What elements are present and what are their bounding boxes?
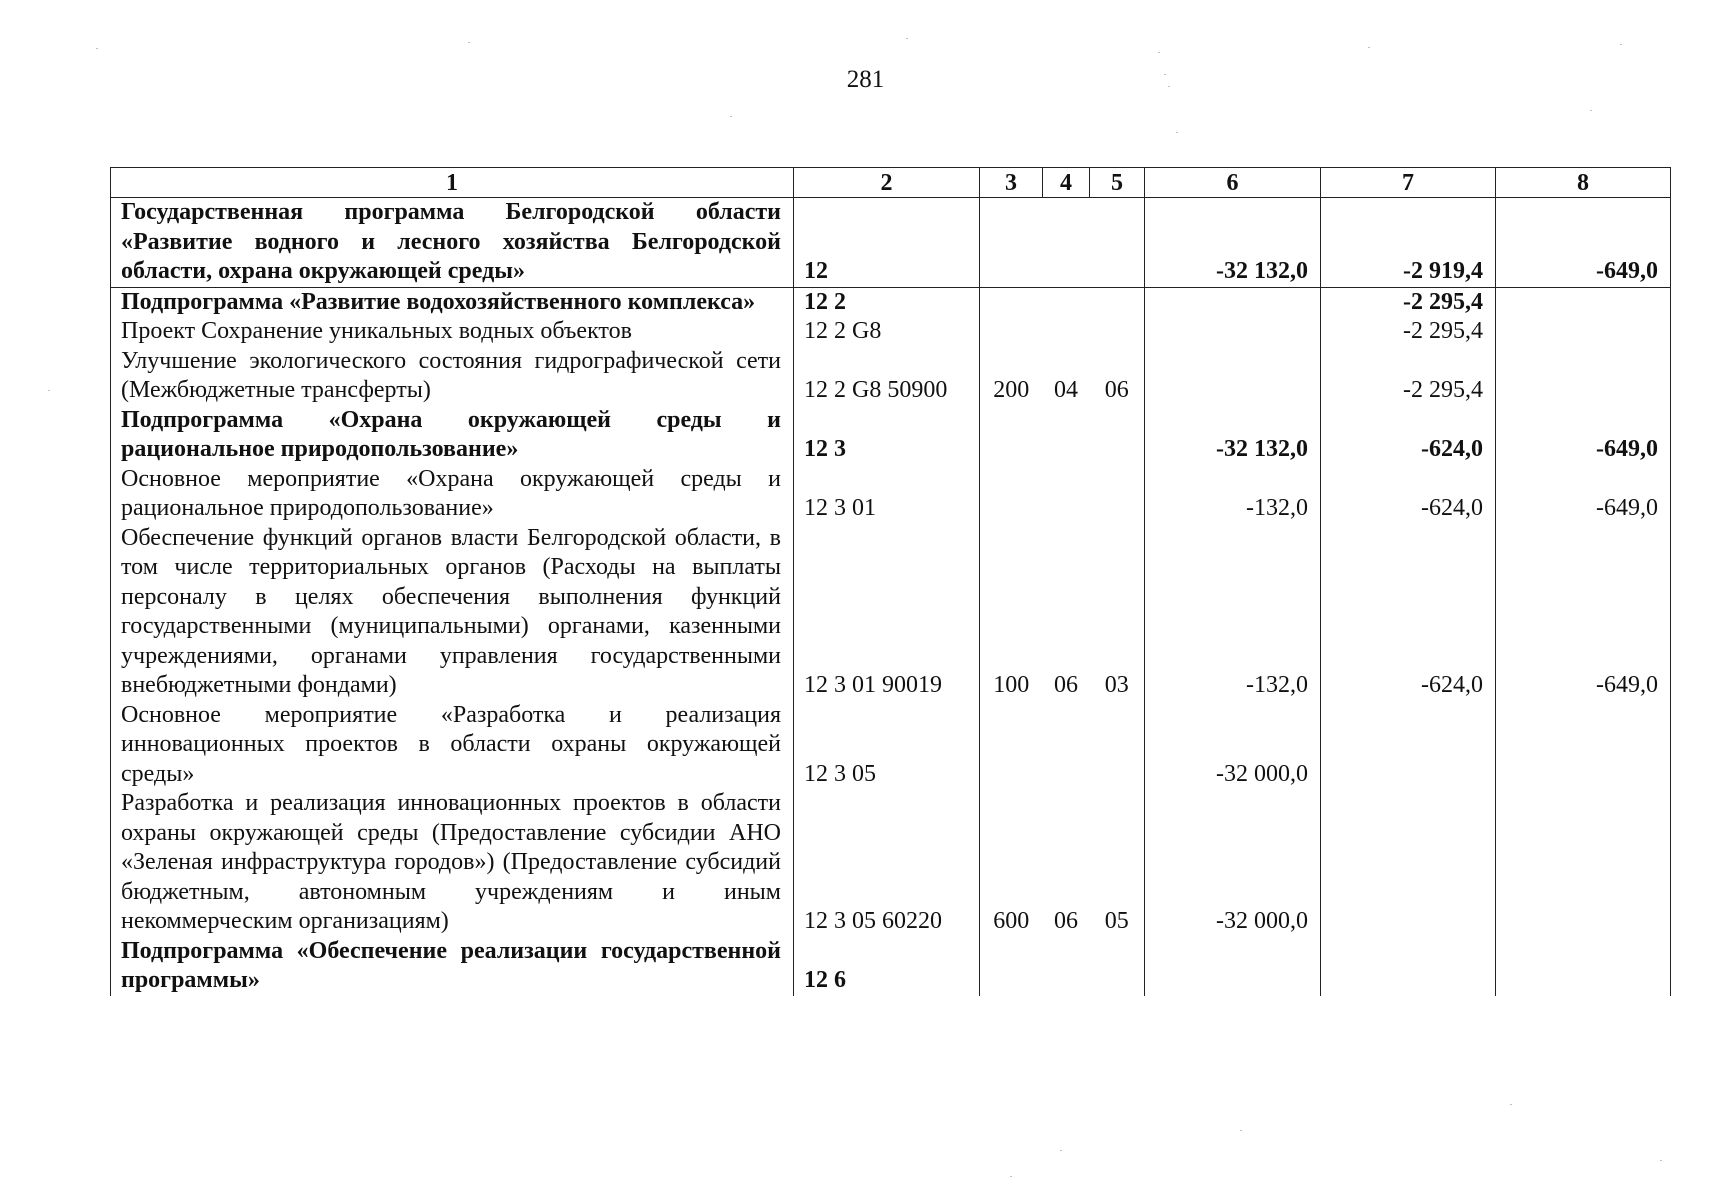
column-header-row xyxy=(111,168,1671,198)
table-row xyxy=(111,317,1671,347)
row-value-8 xyxy=(1496,287,1671,317)
row-col5: 06 xyxy=(1090,347,1145,406)
row-col4 xyxy=(1043,937,1090,996)
row-name: Обеспечение функций органов власти Белгородской области, в том числе территориальных органов (Расходы на выплаты персоналу в целях обеспечения выполнения функций государственными (муниципальными) органами, казенными учреждениями, органами управления государственными внебюджетными фондами) xyxy=(111,524,794,701)
row-name: Подпрограмма «Обеспечение реализации государственной программы» xyxy=(111,937,794,996)
row-value-8 xyxy=(1496,347,1671,406)
row-value-7 xyxy=(1321,937,1496,996)
table-row xyxy=(111,937,1671,996)
scan-speck xyxy=(468,42,470,43)
scan-speck xyxy=(1060,1150,1062,1151)
scan-speck xyxy=(96,48,98,49)
table-row xyxy=(111,406,1671,465)
row-col3 xyxy=(980,701,1043,790)
row-col5 xyxy=(1090,287,1145,317)
row-value-7: -624,0 xyxy=(1321,406,1496,465)
row-col4: 04 xyxy=(1054,377,1078,403)
row-col4 xyxy=(1043,465,1090,524)
row-value-8: -649,0 xyxy=(1496,198,1671,288)
row-code: 12 2 G8 xyxy=(794,317,980,347)
row-value-8 xyxy=(1496,789,1671,937)
row-value-8 xyxy=(1496,937,1671,996)
scan-speck xyxy=(1010,1176,1012,1177)
scan-speck xyxy=(1168,86,1170,87)
table-row xyxy=(111,465,1671,524)
row-name: Государственная программа Белгородской области «Развитие водного и лесного хозяйства Белгородской области, охрана окружающей среды» xyxy=(111,198,794,288)
row-value-7: -2 295,4 xyxy=(1321,287,1496,317)
scan-speck xyxy=(1590,110,1592,111)
page-number: 281 xyxy=(846,66,885,93)
scan-speck xyxy=(1620,44,1622,45)
row-value-6: -32 132,0 xyxy=(1145,198,1321,288)
row-code: 12 3 05 xyxy=(794,701,980,790)
row-value-6: -132,0 xyxy=(1145,524,1321,701)
row-col4 xyxy=(1043,406,1090,465)
row-name: Основное мероприятие «Разработка и реализация инновационных проектов в области охраны окружающей среды» xyxy=(111,701,794,790)
table-row xyxy=(111,789,1671,937)
row-code: 12 3 05 60220 xyxy=(794,789,980,937)
column-header: 7 xyxy=(1321,168,1496,198)
column-header: 6 xyxy=(1145,168,1321,198)
scan-speck xyxy=(1368,47,1370,48)
row-value-8: -649,0 xyxy=(1496,524,1671,701)
scan-speck xyxy=(1510,1104,1512,1105)
row-col4 xyxy=(1043,198,1090,288)
row-col5 xyxy=(1090,198,1145,288)
column-header: 3 xyxy=(980,168,1043,198)
row-value-6 xyxy=(1145,317,1321,347)
row-value-7: -624,0 xyxy=(1321,465,1496,524)
row-value-7: -624,0 xyxy=(1321,524,1496,701)
row-col3: 100 xyxy=(980,524,1043,701)
row-value-7: -2 919,4 xyxy=(1321,198,1496,288)
row-col5 xyxy=(1090,937,1145,996)
row-col4: 06 xyxy=(1054,672,1078,698)
row-col5 xyxy=(1090,465,1145,524)
row-name: Подпрограмма «Охрана окружающей среды и рациональное природопользование» xyxy=(111,406,794,465)
row-value-7: -2 295,4 xyxy=(1321,317,1496,347)
column-header: 4 xyxy=(1043,168,1090,198)
row-value-7 xyxy=(1321,789,1496,937)
row-code: 12 xyxy=(794,198,980,288)
scan-speck xyxy=(906,38,908,39)
row-value-8: -649,0 xyxy=(1496,465,1671,524)
row-col5 xyxy=(1090,406,1145,465)
table-row xyxy=(111,198,1671,288)
table-row xyxy=(111,524,1671,701)
scan-speck xyxy=(1240,1130,1242,1131)
row-value-6: -32 000,0 xyxy=(1145,701,1321,790)
row-value-6: -32 000,0 xyxy=(1145,789,1321,937)
column-header: 1 xyxy=(111,168,794,198)
row-col4: 06 xyxy=(1054,908,1078,934)
row-col4 xyxy=(1043,317,1090,347)
row-value-7: -2 295,4 xyxy=(1321,347,1496,406)
row-col5 xyxy=(1090,317,1145,347)
row-code: 12 2 G8 50900 xyxy=(794,347,980,406)
scan-speck xyxy=(1660,1160,1662,1161)
row-col4 xyxy=(1043,287,1090,317)
row-code: 12 3 xyxy=(794,406,980,465)
row-col3: 600 xyxy=(980,789,1043,937)
row-value-8 xyxy=(1496,701,1671,790)
row-value-6 xyxy=(1145,937,1321,996)
row-col3: 200 xyxy=(980,347,1043,406)
row-code: 12 3 01 xyxy=(794,465,980,524)
row-value-6: -32 132,0 xyxy=(1145,406,1321,465)
row-col3 xyxy=(980,937,1043,996)
column-header: 2 xyxy=(794,168,980,198)
row-col5: 05 xyxy=(1090,789,1145,937)
scan-speck xyxy=(1164,74,1166,75)
scan-speck xyxy=(1158,52,1160,53)
table-row xyxy=(111,347,1671,406)
row-name: Основное мероприятие «Охрана окружающей среды и рациональное природопользование» xyxy=(111,465,794,524)
row-col3 xyxy=(980,465,1043,524)
row-col3 xyxy=(980,287,1043,317)
scan-speck xyxy=(1176,132,1178,133)
row-value-6 xyxy=(1145,347,1321,406)
row-col3 xyxy=(980,406,1043,465)
column-header: 8 xyxy=(1496,168,1671,198)
row-name: Улучшение экологического состояния гидрографической сети (Межбюджетные трансферты) xyxy=(111,347,794,406)
row-col3 xyxy=(980,317,1043,347)
row-name: Подпрограмма «Развитие водохозяйственного комплекса» xyxy=(111,287,794,317)
row-col5 xyxy=(1090,701,1145,790)
budget-table xyxy=(110,167,1671,996)
row-value-6 xyxy=(1145,287,1321,317)
row-code: 12 6 xyxy=(794,937,980,996)
row-name: Разработка и реализация инновационных проектов в области охраны окружающей среды (Предоставление субсидии АНО «Зеленая инфраструктура городов») (Предоставление субсидий бюджетным, автономным учреждениям и иным некоммерческим организациям) xyxy=(111,789,794,937)
row-name: Проект Сохранение уникальных водных объектов xyxy=(111,317,794,347)
column-header: 5 xyxy=(1090,168,1145,198)
row-code: 12 2 xyxy=(794,287,980,317)
row-value-6: -132,0 xyxy=(1145,465,1321,524)
row-value-8 xyxy=(1496,317,1671,347)
scan-speck xyxy=(48,390,50,391)
table-row xyxy=(111,287,1671,317)
row-code: 12 3 01 90019 xyxy=(794,524,980,701)
row-col4 xyxy=(1043,701,1090,790)
row-value-8: -649,0 xyxy=(1496,406,1671,465)
row-value-7 xyxy=(1321,701,1496,790)
row-col5: 03 xyxy=(1090,524,1145,701)
row-col3 xyxy=(980,198,1043,288)
table-row xyxy=(111,701,1671,790)
scan-speck xyxy=(730,116,732,117)
